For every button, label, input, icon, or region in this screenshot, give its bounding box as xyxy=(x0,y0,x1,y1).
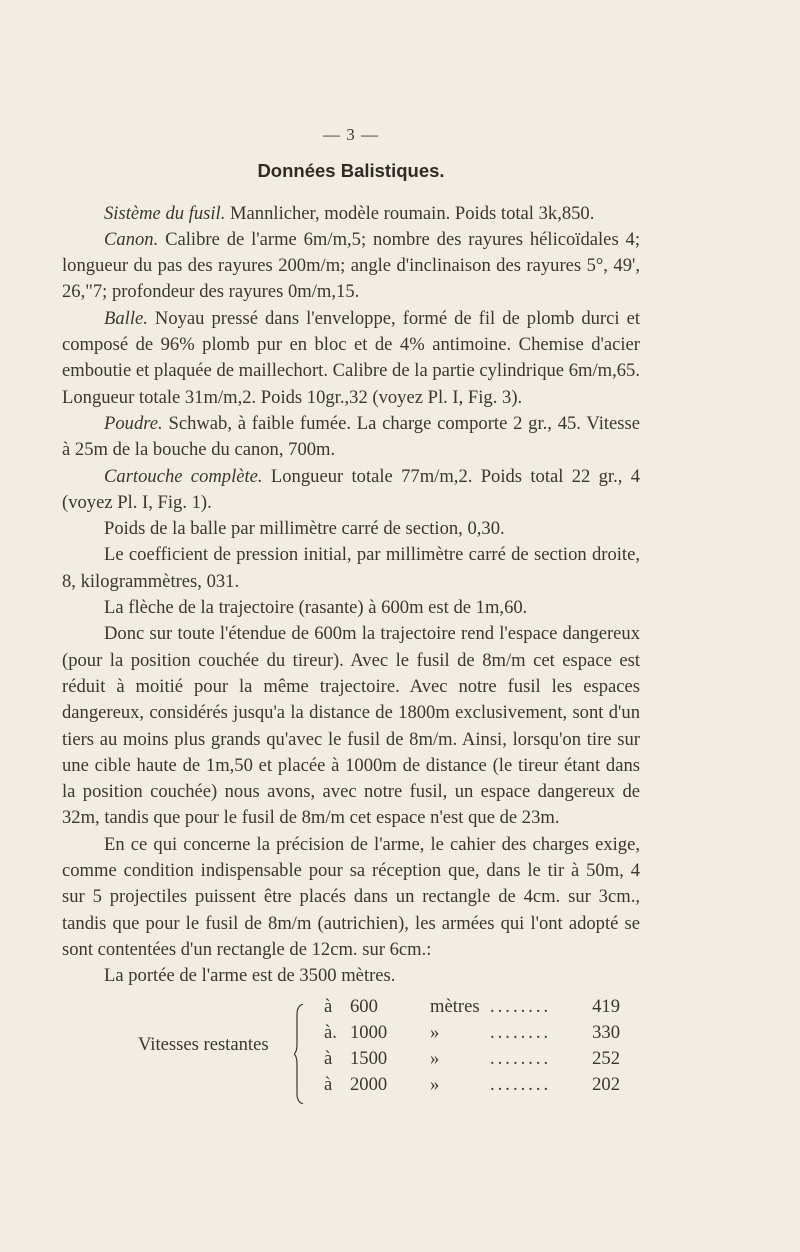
row-distance: 600 xyxy=(350,995,378,1017)
row-leader: ........ xyxy=(490,1021,552,1043)
row-distance: 1500 xyxy=(350,1047,388,1069)
label-cartouche: Cartouche complète. xyxy=(104,465,263,487)
paragraph-espace-dangereux: Donc sur toute l'étendue de 600m la trajectoire rend l'espace dangereux (pour la position couchée du tireur). Avec le fusil de 8m/m cet espace est réduit à moitié pour la même trajectoire. Avec notre fusil les espaces dangereux, considérés jusqu'a la distance de 1800m exclusivement, sont d'un tiers au moins plus grands qu'avec le fusil de 8m/m. Ainsi, lorsqu'on tire sur une cible haute de 1m,50 et placée à 1000m de distance (le tireur étant dans la position couchée) nous avons, avec notre fusil, un espace dangereux de 32m, tandis que pour le fusil de 8m/m cet espace n'est que de 23m. xyxy=(62,623,640,829)
row-value: 202 xyxy=(592,1073,620,1095)
row-unit: » xyxy=(430,1047,440,1069)
label-poudre: Poudre. xyxy=(104,412,163,434)
row-distance: 1000 xyxy=(350,1021,388,1043)
row-prefix: à. xyxy=(324,1021,337,1043)
paragraph-fleche: La flèche de la trajectoire (rasante) à 600m est de 1m,60. xyxy=(104,597,528,619)
paragraph-poids-balle: Poids de la balle par millimètre carré de section, 0,30. xyxy=(104,518,505,540)
label-fusil: Sistème du fusil. xyxy=(104,202,226,224)
paragraph-coefficient: Le coefficient de pression initial, par millimètre carré de section droite, 8, kilogrammètres, 031. xyxy=(62,544,640,592)
brace-icon xyxy=(294,1004,304,1104)
table-row xyxy=(324,994,620,1020)
row-prefix: à xyxy=(324,995,333,1017)
page-title: Données Balistiques. xyxy=(257,160,445,182)
page-number: — 3 — xyxy=(323,125,379,144)
document-page xyxy=(62,122,640,1102)
paragraph-cartouche xyxy=(62,464,640,517)
row-leader: ........ xyxy=(490,1047,552,1069)
paragraph-poudre xyxy=(62,411,640,464)
table-row xyxy=(324,1020,620,1046)
velocity-table-label: Vitesses restantes xyxy=(138,1033,269,1055)
text-canon: Calibre de l'arme 6m/m,5; nombre des rayures hélicoïdales 4; longueur du pas des rayures 200m/m; angle d'inclinaison des rayures 5°, 49', 26,"7; profondeur des rayures 0m/m,15. xyxy=(62,228,640,303)
row-value: 419 xyxy=(592,995,620,1017)
label-canon: Canon. xyxy=(104,228,159,250)
paragraph-precision: En ce qui concerne la précision de l'arme, le cahier des charges exige, comme condition indispensable pour sa réception que, dans le tir à 50m, 4 sur 5 projectiles puissent être placés dans un rectangle de 4cm. sur 3cm., tandis que pour le fusil de 8m/m (autrichien), les armées qui l'ont adopté se sont contentées d'un rectangle de 12cm. sur 6cm.: xyxy=(62,833,640,960)
text-poudre: Schwab, à faible fumée. La charge comporte 2 gr., 45. Vitesse à 25m de la bouche du canon, 700m. xyxy=(62,412,640,461)
row-leader: ........ xyxy=(490,1073,552,1095)
row-prefix: à xyxy=(324,1047,333,1069)
label-balle: Balle. xyxy=(104,307,148,329)
paragraph-fusil xyxy=(62,201,640,227)
row-unit: » xyxy=(430,1073,440,1095)
text-cartouche: Longueur totale 77m/m,2. Poids total 22 gr., 4 (voyez Pl. I, Fig. 1). xyxy=(62,465,640,513)
table-row xyxy=(324,1072,620,1098)
row-unit: » xyxy=(430,1021,440,1043)
paragraph-balle xyxy=(62,306,640,411)
text-fusil: Mannlicher, modèle roumain. Poids total 3k,850. xyxy=(225,202,595,224)
table-row xyxy=(324,1046,620,1072)
row-value: 330 xyxy=(592,1021,620,1043)
paragraph-canon xyxy=(62,227,640,306)
text-balle: Noyau pressé dans l'enveloppe, formé de fil de plomb durci et composé de 96% plomb pur en bloc et de 4% antimoine. Chemise d'acier emboutie et plaquée de maillechort. Calibre de la partie cylindrique 6m/m,65. Longueur totale 31m/m,2. Poids 10gr.,32 (voyez Pl. I, Fig. 3). xyxy=(62,307,640,408)
paragraph-portee: La portée de l'arme est de 3500 mètres. xyxy=(104,965,396,987)
row-unit: mètres xyxy=(430,995,480,1017)
row-value: 252 xyxy=(592,1047,620,1069)
velocity-table xyxy=(62,992,640,1102)
row-distance: 2000 xyxy=(350,1073,388,1095)
row-prefix: à xyxy=(324,1073,333,1095)
row-leader: ........ xyxy=(490,995,552,1017)
